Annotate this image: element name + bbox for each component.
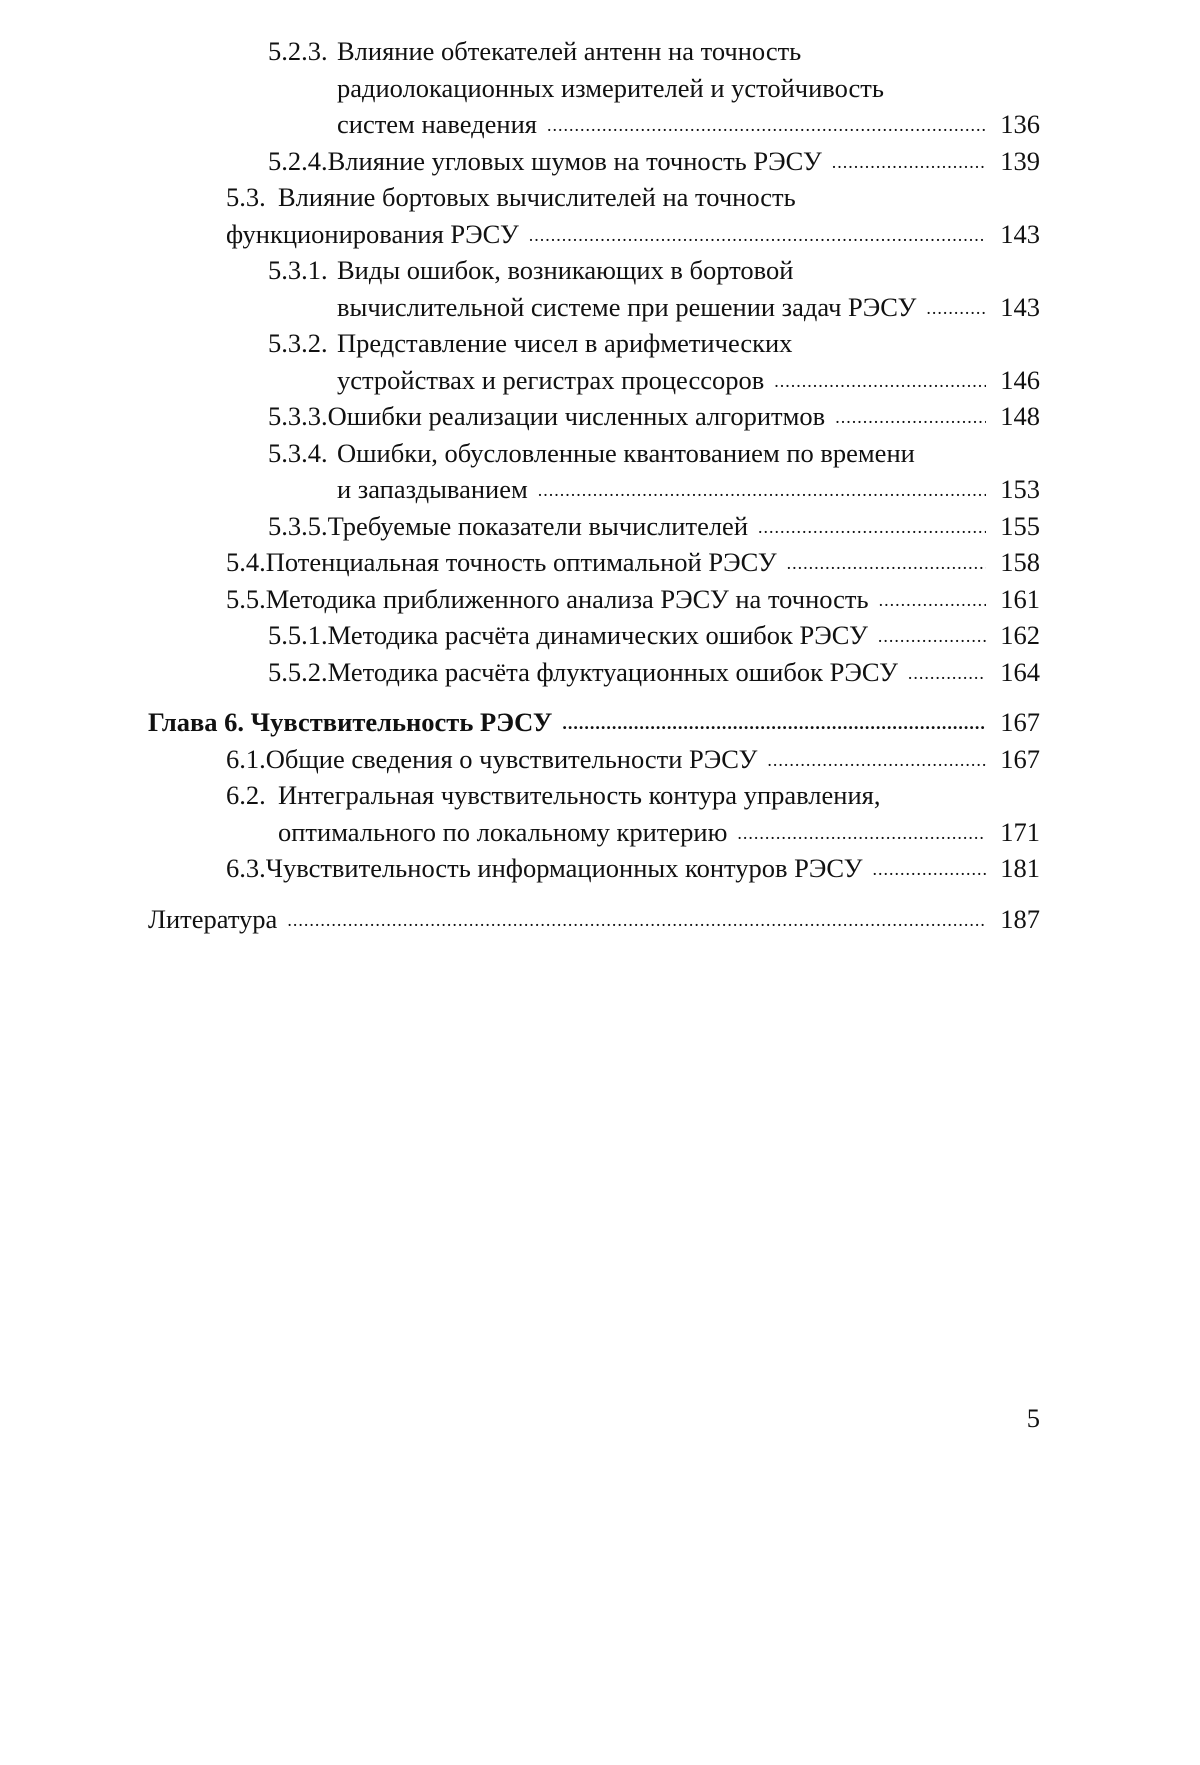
toc-entry-6-1 [148, 741, 1040, 778]
entry-title: Влияние бортовых вычислителей на точность [278, 182, 796, 212]
entry-number: 5.3.5. [268, 510, 328, 541]
dot-leader [737, 824, 986, 842]
entry-number: 5.3.2. [268, 328, 328, 358]
entry-number: 5.3. [226, 182, 266, 212]
dot-leader [878, 627, 986, 645]
toc-entry-5-3 [148, 179, 1040, 252]
toc-literature [148, 901, 1040, 938]
entry-page: 139 [1000, 145, 1040, 176]
toc-entry-5-5 [148, 581, 1040, 618]
literature-title: Литература [148, 903, 278, 934]
dot-leader [538, 481, 986, 499]
toc-entry-5-2-3 [148, 33, 1040, 143]
entry-number: 5.2.3. [268, 36, 328, 66]
entry-page: 161 [1000, 583, 1040, 614]
entry-title: Влияние обтекателей антенн на точность [337, 36, 802, 66]
dot-leader [879, 591, 986, 609]
entry-title: Методика расчёта флуктуационных ошибок РЭСУ [327, 656, 898, 687]
entry-page: 187 [1000, 903, 1040, 934]
toc-entry-5-3-3 [148, 398, 1040, 435]
entry-title: Чувствительность информационных контуров РЭСУ [265, 853, 863, 883]
entry-title: Влияние угловых шумов на точность РЭСУ [327, 145, 822, 176]
toc-entry-5-4 [148, 544, 1040, 581]
dot-leader [562, 714, 986, 732]
entry-page: 162 [1000, 620, 1040, 650]
entry-page: 171 [1000, 816, 1040, 847]
dot-leader [787, 554, 986, 572]
entry-title-continued: вычислительной системе при решении задач РЭСУ [337, 291, 917, 322]
toc-entry-5-3-1 [148, 252, 1040, 325]
entry-page: 167 [1000, 743, 1040, 774]
entry-page: 181 [1000, 853, 1040, 883]
entry-page: 153 [1000, 474, 1040, 504]
entry-number: 5.3.1. [268, 255, 328, 285]
dot-leader [529, 226, 986, 244]
entry-number: 6.3. [226, 853, 266, 883]
page-number: 5 [1026, 1403, 1040, 1433]
dot-leader [908, 664, 986, 682]
entry-number: 5.5.2. [268, 656, 328, 687]
entry-title: Интегральная чувствительность контура управления, [278, 780, 881, 810]
toc-entry-6-2 [148, 777, 1040, 850]
entry-page: 158 [1000, 547, 1040, 577]
entry-page: 164 [1000, 656, 1040, 687]
entry-number: 6.2. [226, 780, 266, 810]
entry-page: 143 [1000, 291, 1040, 322]
chapter-title: Глава 6. Чувствительность РЭСУ [148, 707, 553, 737]
entry-page: 155 [1000, 510, 1040, 541]
entry-title-continued: систем наведения [337, 109, 537, 139]
entry-title: Виды ошибок, возникающих в бортовой [337, 255, 794, 285]
toc-chapter-6 [148, 704, 1040, 741]
toc-entry-5-3-2 [148, 325, 1040, 398]
dot-leader [872, 860, 986, 878]
toc-entry-5-2-4 [148, 143, 1040, 180]
toc-entry-5-5-1 [148, 617, 1040, 654]
entry-title-continued: радиолокационных измерителей и устойчивость [337, 72, 884, 103]
toc-entry-5-3-5 [148, 508, 1040, 545]
entry-title: Общие сведения о чувствительности РЭСУ [265, 743, 758, 774]
entry-number: 5.4. [226, 547, 266, 577]
entry-page: 136 [1000, 109, 1040, 139]
entry-title-continued: и запаздыванием [337, 474, 528, 504]
dot-leader [287, 911, 986, 929]
toc-entry-5-5-2 [148, 654, 1040, 691]
entry-number: 5.3.3. [268, 401, 328, 431]
entry-title: Методика расчёта динамических ошибок РЭСУ [327, 620, 868, 650]
entry-number: 5.2.4. [268, 145, 328, 176]
entry-title-continued: оптимального по локальному критерию [278, 816, 728, 847]
table-of-contents [148, 33, 1040, 937]
entry-title: Ошибки реализации численных алгоритмов [327, 401, 826, 431]
entry-number: 5.5. [226, 583, 266, 614]
dot-leader [767, 751, 986, 769]
entry-page: 143 [1000, 218, 1040, 249]
entry-page: 146 [1000, 364, 1040, 395]
entry-title: Потенциальная точность оптимальной РЭСУ [265, 547, 777, 577]
entry-title: Представление чисел в арифметических [337, 328, 793, 358]
dot-leader [832, 153, 986, 171]
toc-entry-5-3-4 [148, 435, 1040, 508]
dot-leader [758, 518, 986, 536]
entry-page: 167 [1000, 707, 1040, 737]
entry-title-continued: функционирования РЭСУ [226, 218, 519, 249]
dot-leader [774, 372, 986, 390]
dot-leader [547, 116, 986, 134]
entry-title-continued: устройствах и регистрах процессоров [337, 364, 765, 395]
entry-number: 5.5.1. [268, 620, 328, 650]
entry-page: 148 [1000, 401, 1040, 431]
entry-title: Ошибки, обусловленные квантованием по времени [337, 437, 915, 468]
entry-number: 5.3.4. [268, 437, 328, 468]
dot-leader [926, 299, 986, 317]
dot-leader [835, 408, 986, 426]
entry-title: Требуемые показатели вычислителей [327, 510, 749, 541]
toc-entry-6-3 [148, 850, 1040, 887]
entry-number: 6.1. [226, 743, 266, 774]
entry-title: Методика приближенного анализа РЭСУ на точность [265, 583, 869, 614]
